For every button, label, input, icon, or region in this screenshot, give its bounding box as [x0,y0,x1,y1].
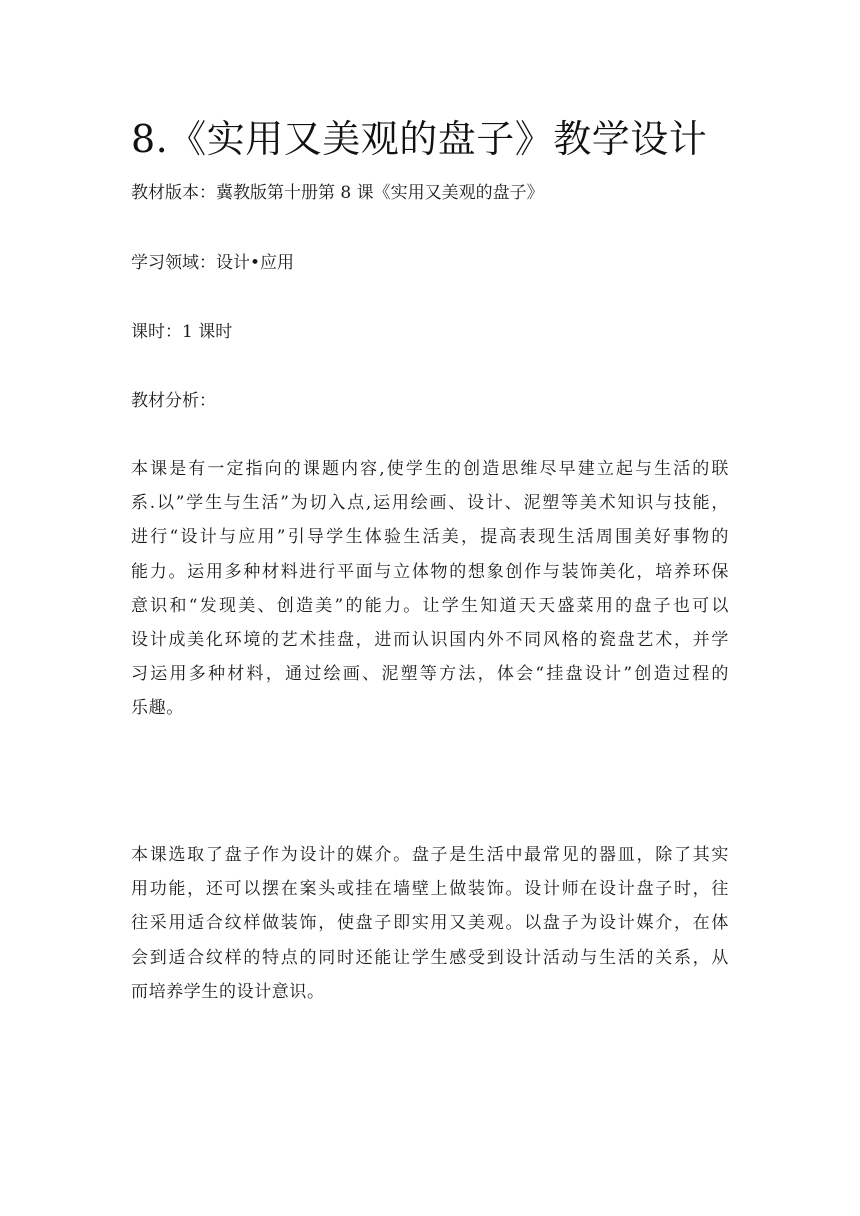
paragraph-line: 系.以”学生与生活”为切入点,运用绘画、设计、泥塑等美术知识与技能， [131,493,729,514]
paragraph-line: 用功能，还可以摆在案头或挂在墙壁上做装饰。设计师在设计盘子时，往 [131,879,729,900]
class-hours: 课时：1 课时 [131,322,233,342]
paragraph-line: 而培养学生的设计意识。 [131,981,325,1002]
learning-domain: 学习领域：设计•应用 [131,253,295,273]
paragraph-line: 意识和“发现美、创造美”的能力。让学生知道天天盛菜用的盘子也可以 [131,595,729,616]
paragraph-line: 进行“设计与应用”引导学生体验生活美，提高表现生活周围美好事物的 [131,527,729,548]
paragraph-line: 往采用适合纹样做装饰，使盘子即实用又美观。以盘子为设计媒介，在体 [131,913,729,934]
paragraph-line: 能力。运用多种材料进行平面与立体物的想象创作与装饰美化，培养环保 [131,561,729,582]
textbook-edition: 教材版本：冀教版第十册第 8 课《实用又美观的盘子》 [131,183,544,203]
paragraph-line: 本课选取了盘子作为设计的媒介。盘子是生活中最常见的器皿，除了其实 [131,845,729,865]
paragraph-line: 乐趣。 [131,698,184,719]
paragraph-line: 习运用多种材料，通过绘画、泥塑等方法，体会“挂盘设计”创造过程的 [131,664,729,685]
paragraph-line: 设计成美化环境的艺术挂盘，进而认识国内外不同风格的瓷盘艺术，并学 [131,629,729,650]
document-title: 8.《实用又美观的盘子》教学设计 [131,117,708,161]
paragraph-line: 本课是有一定指向的课题内容,使学生的创造思维尽早建立起与生活的联 [131,459,729,479]
analysis-paragraph-1 [131,452,729,726]
analysis-paragraph-2 [131,838,729,1009]
analysis-heading: 教材分析： [131,391,216,411]
paragraph-line: 会到适合纹样的特点的同时还能让学生感受到设计活动与生活的关系，从 [131,947,729,968]
